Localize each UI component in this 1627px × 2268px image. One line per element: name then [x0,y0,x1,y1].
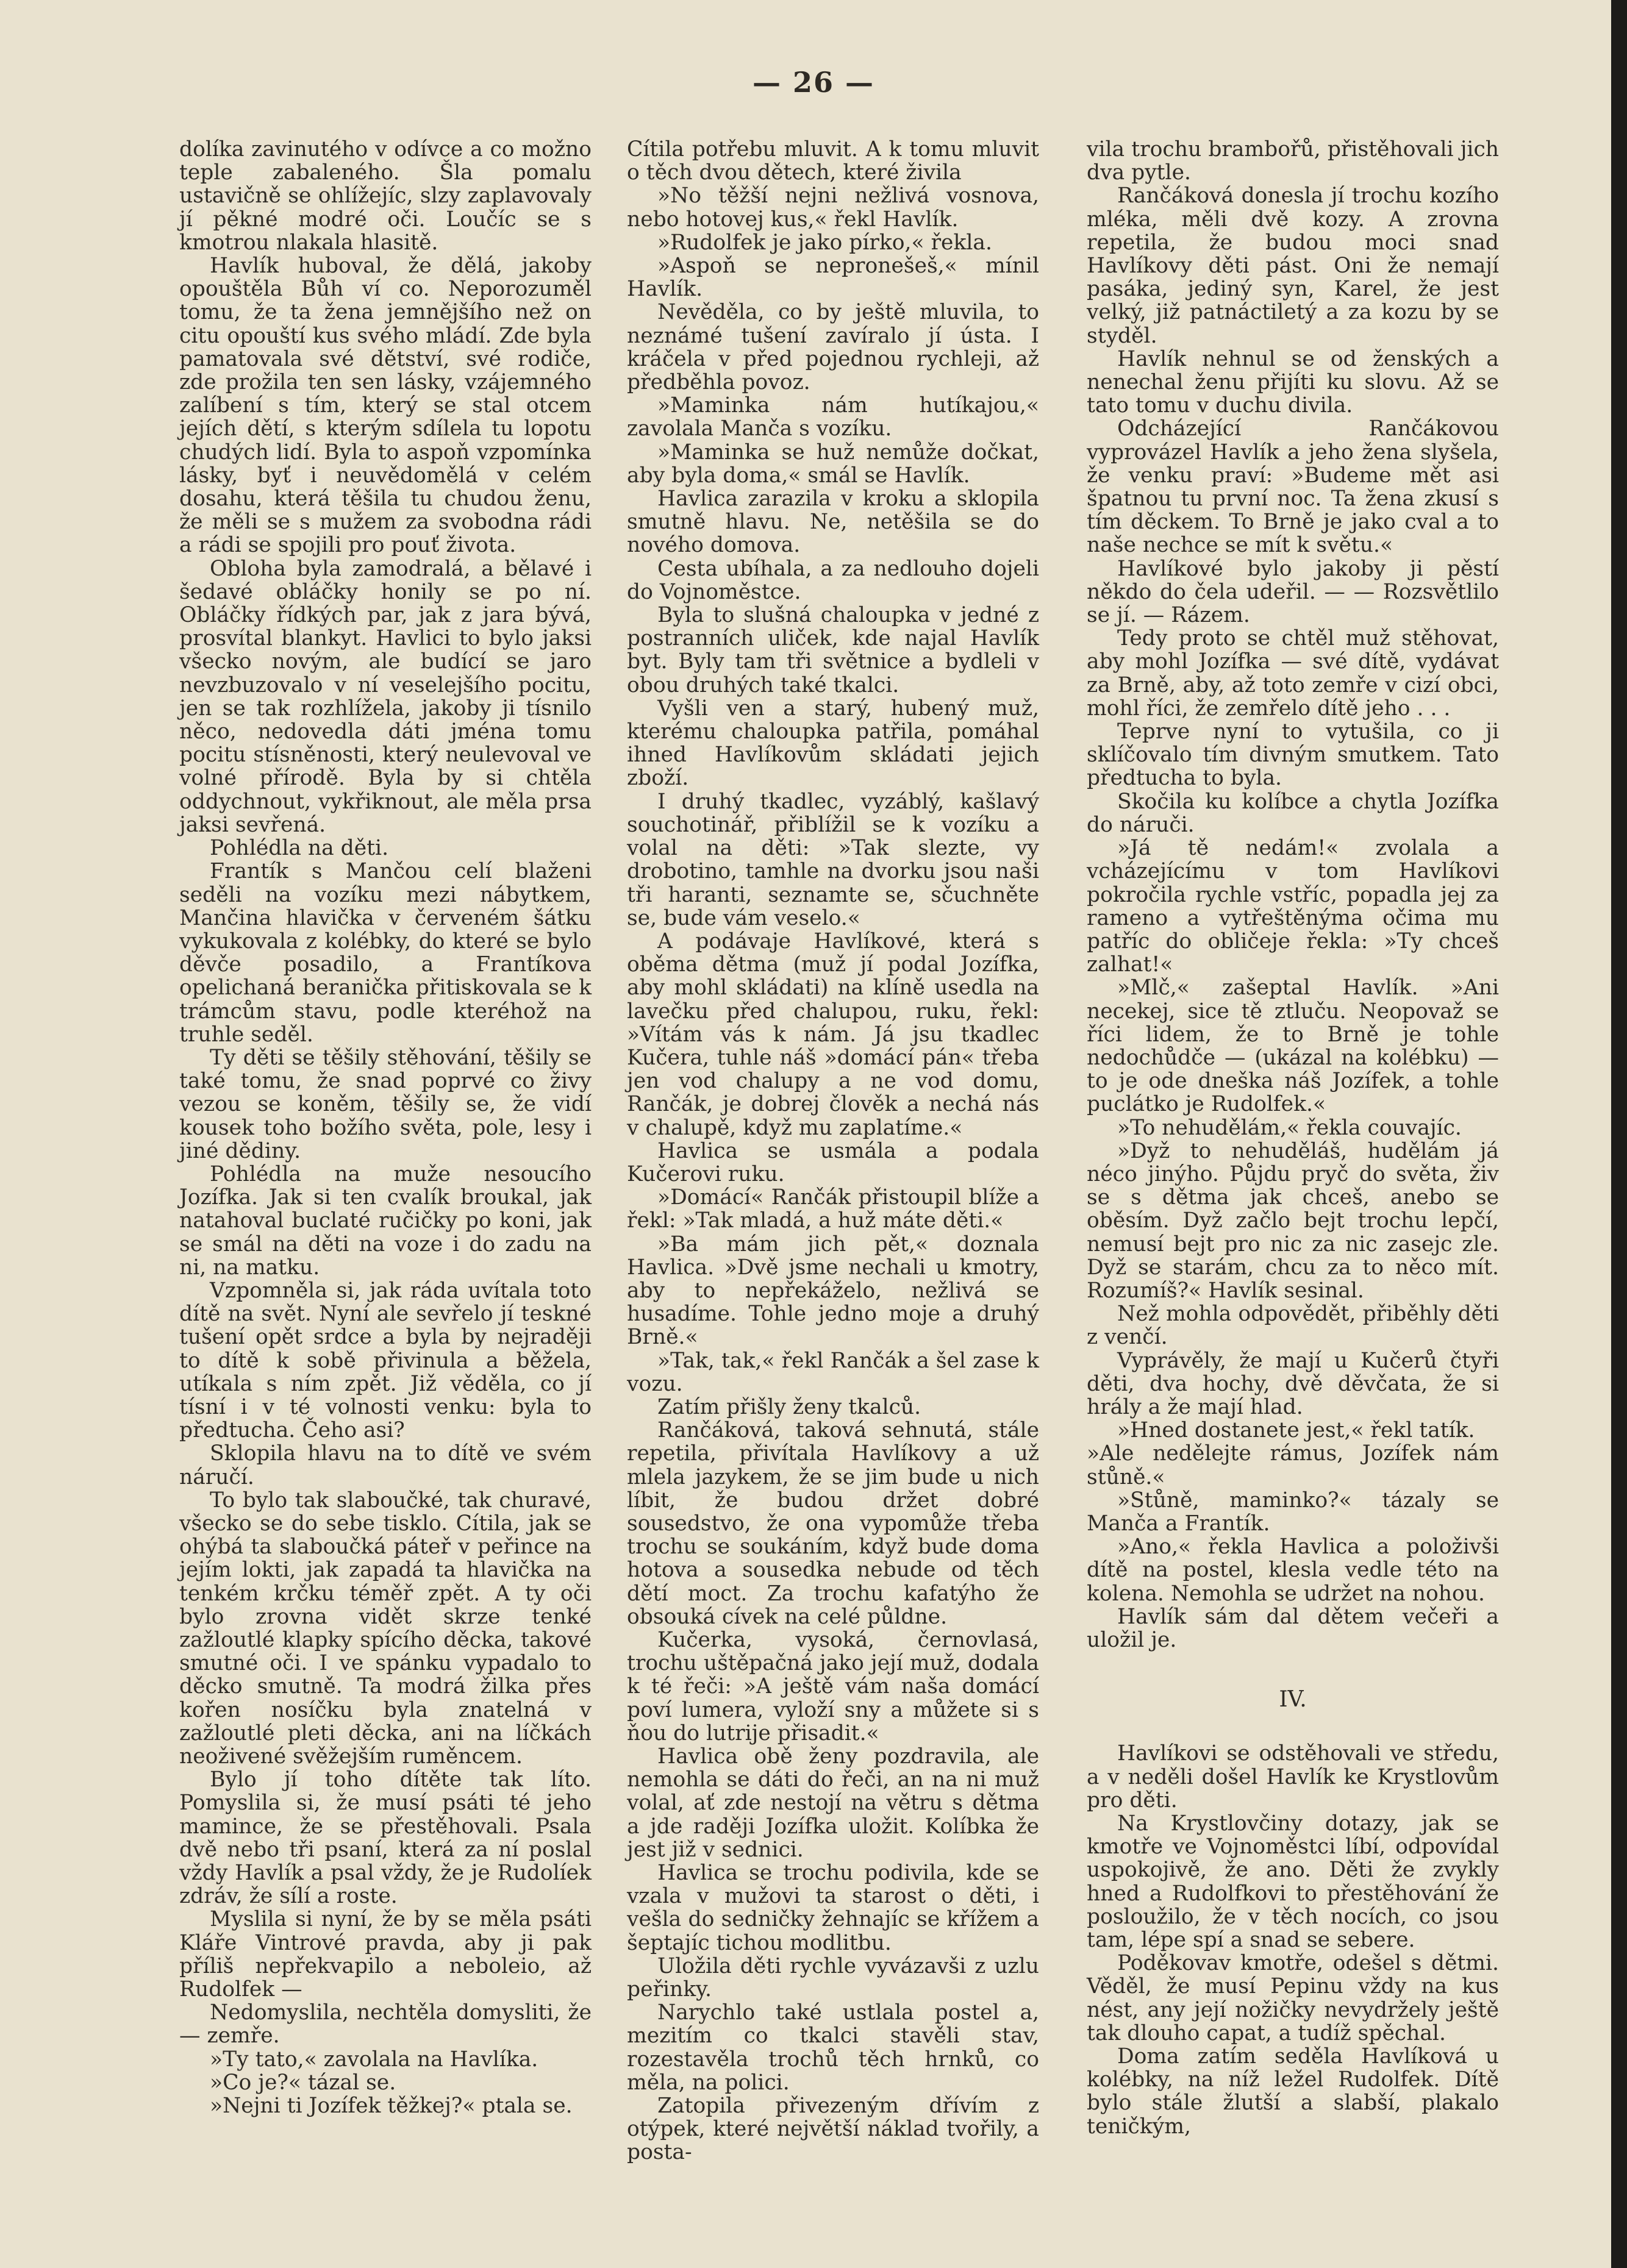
paragraph: To bylo tak slaboučké, tak churavé, všecko se do sebe tisklo. Cítila, jak se ohýbá ta slaboučká páteř v peřince na jejím lokti, jak zapadá ta hlavička na tenkém krčku téměř zpět. A ty oči bylo zrovna vidět skrze tenké zažloutlé klapky spícího děcka, takové smutné oči. I ve spánku vypadalo to děcko smutně. Ta modrá žilka přes kořen nosíčku byla znatelná v zažloutlé pleti děcka, ani na líčkách neoživené svěžejším ruměncem. [179,1488,592,1769]
paragraph: Havlíkovi se odstěhovali ve středu, a v neděli došel Havlík ke Krystlovům pro děti. [1087,1741,1499,1813]
paragraph: Odcházející Rančákovou vyprovázel Havlík a jeho žena slyšela, že venku praví: »Budeme mět asi špatnou tu první noc. Ta žena zkusí s tím děckem. To Brně je jako cval a to naše nechce se mít k světu.« [1087,416,1499,558]
paragraph: Havlica se usmála a podala Kučerovi ruku. [627,1138,1039,1186]
paragraph: Uložila děti rychle vyvázavši z uzlu peřinky. [627,1953,1039,2002]
paragraph: Zatím přišly ženy tkalců. [657,1394,921,1419]
paragraph: Havlík nehnul se od ženských a nenechal ženu přijíti ku slovu. Až se tato tomu v duchu divila. [1087,346,1499,418]
paragraph: Pohlédla na muže nesoucího Jozífka. Jak si ten cvalík broukal, jak natahoval buclaté ručičky po koni, jak se smál na děti na voze i do zadu na ni, na matku. [179,1161,592,1280]
paragraph: I druhý tkadlec, vyzáblý, kašlavý souchotinář, přiblížil se k vozíku a volal na děti: »Tak slezte, vy drobotino, tamhle na dvorku jsou naši tři haranti, seznamte se, sčuchněte se, bude vám veselo.« [627,789,1039,930]
paragraph: Havlica zarazila v kroku a sklopila smutně hlavu. Ne, netěšila se do nového domova. [627,487,1039,558]
text-column-1 [179,138,592,2117]
paragraph: »Rudolfek je jako pírko,« řekla. [657,230,992,255]
paragraph: Bylo jí toho dítěte tak líto. Pomyslila si, že musí psáti té jeho mamince, že se přestěhovali. Psala dvě nebo tři psaní, která za ní poslal vždy Havlík a psal vždy, že je Rudolíek zdráv, že sílí a roste. [179,1767,592,1909]
paragraph: »Maminka se huž nemůže dočkat, aby byla doma,« smál se Havlík. [627,440,1039,488]
paragraph: »No těžší nejni nežlivá vosnova, nebo hotovej kus,« řekl Havlík. [627,184,1039,232]
paragraph: Pohlédla na děti. [210,836,389,861]
paragraph: »Mlč,« zašeptal Havlík. »Ani necekej, sice tě ztluču. Neopovaž se říci lidem, že to Brně je tohle nedochůdče — (ukázal na kolébku) — to je ode dneška náš Jozífek, a tohle puclátko je Rudolfek.« [1087,975,1499,1117]
paragraph: A podávaje Havlíkové, která s oběma dětma (muž jí podal Jozífka, aby mohl skládati) na klíně usedla na lavečku před chalupou, ruku, řekl: »Vítám vás k nám. Já jsu tkadlec Kučera, tuhle náš »domácí pán« třeba jen vod chalupy a ne vod domu, Rančák, je dobrej člověk a nechá nás v chalupě, když mu zaplatíme.« [627,929,1039,1140]
paragraph: Frantík s Mančou celí blaženi seděli na vozíku mezi nábytkem, Mančina hlavička v červeném šátku vykukovala z kolébky, do které se bylo děvče posadilo, a Frantíkova opelichaná beranička přitiskovala se k trámcům stavu, podle kteréhož na truhle seděl. [179,859,592,1047]
paragraph: »Ty tato,« zavolala na Havlíka. [210,2047,538,2072]
paragraph: Kučerka, vysoká, černovlasá, trochu uštěpačná jako její muž, dodala k té řeči: »A ještě vám naša domácí poví lumera, vyloží sny a můžete si s ňou do lutrije přisadit.« [627,1628,1039,1746]
paragraph: Byla to slušná chaloupka v jedné z postranních uliček, kde najal Havlík byt. Byly tam tři světnice a bydleli v obou druhých také tkalci. [627,603,1039,697]
paragraph: Obloha byla zamodralá, a bělavé i šedavé obláčky honily se po ní. Obláčky řídkých par, jak z jara bývá, prosvítal blankyt. Havlici to bylo jaksi všecko novým, ale budící se jaro nevzbuzovalo v ní veselejšího pocitu, jen se tak rozhlížela, jakoby ji tísnilo něco, nedovedla dáti jména tomu pocitu stísněnosti, který neulevoval ve volné přírodě. Byla by si chtěla oddychnout, vykřiknout, ale měla prsa jaksi sevřená. [179,556,592,837]
page-edge [1611,0,1627,2268]
paragraph: »Tak, tak,« řekl Rančák a šel zase k vozu. [627,1348,1039,1396]
paragraph: »Dyž to nehuděláš, hudělám já néco jinýho. Půjdu pryč do světa, živ se s dětma jak chceš, anebo se oběsím. Dyž začlo bejt trochu lepčí, nemusí bejt pro nic za nic zasejc zle. Dyž se starám, chcu za to něco mít. Rozumíš?« Havlík sesinal. [1087,1138,1499,1303]
paragraph: Narychlo také ustlala postel a, mezitím co tkalci stavěli stav, rozestavěla trochů těch hrnků, co měla, na polici. [627,2000,1039,2095]
paragraph: Havlíkové bylo jakoby ji pěstí někdo do čela udeřil. — — Rozsvětlilo se jí. — Rázem. [1087,556,1499,628]
paragraph: »To nehudělám,« řekla couvajíc. [1117,1115,1462,1140]
paragraph: Havlica obě ženy pozdravila, ale nemohla se dáti do řeči, an na ni muž volal, ať zde nestojí na větru s dětma a jde raději Jozífka uložit. Kolíbka že jest již v sednici. [627,1744,1039,1862]
paragraph: Tedy proto se chtěl muž stěhovat, aby mohl Jozífka — své dítě, vydávat za Brně, aby, až toto zemře v cizí obci, mohl říci, že zemřelo dítě jeho . . . [1087,626,1499,721]
paragraph: »Ale nedělejte rámus, Jozífek nám stůně.« [1087,1441,1499,1489]
paragraph: Vyprávěly, že mají u Kučerů čtyři děti, dva hochy, dvě děvčata, že si hrály a že mají hlad. [1087,1348,1499,1419]
page-number: — 26 — [752,66,875,99]
paragraph: Nevěděla, co by ještě mluvila, to neznámé tušení zavíralo jí ústa. I kráčela v před pojednou rychleji, až předběhla povoz. [627,300,1039,395]
paragraph: Na Krystlovčiny dotazy, jak se kmotře ve Vojnoměstci líbí, odpovídal uspokojivě, že ano. Děti že zvykly hned a Rudolfkovi to přestěhování že posloužilo, že v těch nocích, co jsou tam, lépe spí a snad se sebere. [1087,1811,1499,1953]
paragraph: »Domácí« Rančák přistoupil blíže a řekl: »Tak mladá, a huž máte děti.« [627,1185,1039,1233]
paragraph: Zatopila přivezeným dřívím z otýpek, které největší náklad tvořily, a posta- [627,2094,1039,2165]
paragraph: »Ano,« řekla Havlica a položivši dítě na postel, klesla vedle této na kolena. Nemohla se udržet na nohou. [1087,1535,1499,1606]
paragraph: Ty děti se těšily stěhování, těšily se také tomu, že snad poprvé co živy vezou se koněm, těšily se, že vidí kousek toho božího světa, pole, lesy i jiné dědiny. [179,1045,592,1163]
chapter-heading: IV. [1279,1687,1307,1713]
paragraph: Doma zatím seděla Havlíková u kolébky, na níž ležel Rudolfek. Dítě bylo stále žlutší a slabší, plakalo teničkým, [1087,2044,1499,2139]
paragraph: Cítila potřebu mluvit. A k tomu mluvit o těch dvou dětech, které živila [627,137,1039,185]
paragraph: Rančáková, taková sehnutá, stále repetila, přivítala Havlíkovy a už mlela jazykem, že se jim bude u nich líbit, že budou držet dobré sousedstvo, že ona vypomůže třeba trochu se soukáním, když bude doma hotova a sousedka nebude od těch dětí moct. Za trochu kafatýho že obsouká cívek na celé půldne. [627,1418,1039,1629]
paragraph: »Já tě nedám!« zvolala a vcházejícímu v tom Havlíkovi pokročila rychle vstříc, popadla jej za rameno a vytřeštěnýma očima mu patříc do obličeje řekla: »Ty chceš zalhat!« [1087,836,1499,977]
paragraph: Cesta ubíhala, a za nedlouho dojeli do Vojnoměstce. [627,556,1039,604]
paragraph: Nedomyslila, nechtěla domysliti, že — zemře. [179,2000,592,2049]
paragraph: »Nejni ti Jozífek těžkej?« ptala se. [210,2094,573,2119]
paragraph: Poděkovav kmotře, odešel s dětmi. Věděl, že musí Pepinu vždy na kus nést, any její nožičky nevydržely ještě tak dlouho capat, a tudíž spěchal. [1087,1951,1499,2045]
paragraph: »Hned dostanete jest,« řekl tatík. [1117,1418,1475,1443]
paragraph: Vzpomněla si, jak ráda uvítala toto dítě na svět. Nyní ale sevřelo jí teskné tušení opět srdce a byla by nejraději to dítě k sobě přivinula a běžela, utíkala s ním zpět. Již věděla, co jí tísní i v té volnosti venku: byla to předtucha. Čeho asi? [179,1278,592,1443]
paragraph: »Aspoň se nepronešeš,« mínil Havlík. [627,254,1039,302]
paragraph: vila trochu brambořů, přistěhovali jich dva pytle. [1087,137,1499,185]
text-column-3 [1087,138,1499,2138]
text-column-2 [627,138,1039,2164]
paragraph: »Ba mám jich pět,« doznala Havlica. »Dvě jsme nechali u kmotry, aby to nepřekáželo, nežlivá se husadíme. Tohle jedno moje a druhý Brně.« [627,1232,1039,1350]
paragraph: Sklopila hlavu na to dítě ve svém náručí. [179,1441,592,1489]
paragraph: Havlica se trochu podivila, kde se vzala v mužovi ta starost o děti, i vešla do sedničky žehnajíc se křížem a šeptajíc tichou modlitbu. [627,1861,1039,1955]
paragraph: Teprve nyní to vytušila, co ji sklíčovalo tím divným smutkem. Tato předtucha to byla. [1087,719,1499,791]
paragraph: dolíka zavinutého v odívce a co možno teple zabaleného. Šla pomalu ustavičně se ohlížejíc, slzy zaplavovaly jí pěkné modré oči. Loučíc se s kmotrou nlakala hlasitě. [179,137,592,255]
paragraph: Než mohla odpovědět, přiběhly děti z venčí. [1087,1302,1499,1350]
paragraph: »Stůně, maminko?« tázaly se Manča a Frantík. [1087,1488,1499,1536]
paragraph: »Co je?« tázal se. [210,2070,396,2095]
paragraph: »Maminka nám hutíkajou,« zavolala Manča s vozíku. [627,393,1039,441]
paragraph: Myslila si nyní, že by se měla psáti Kláře Vintrové pravda, aby ji pak příliš nepřekvapilo a neboleio, až Rudolfek — [179,1907,592,2002]
paragraph: Havlík huboval, že dělá, jakoby opouštěla Bůh ví co. Neporozuměl tomu, že ta žena jemnějšího než on citu opouští kus svého mládí. Zde byla pamatovala své dětství, své rodiče, zde prožila ten sen lásky, vzájemného zalíbení s tím, který se stal otcem jejích dětí, s kterým sdílela tu lopotu chudých lidí. Byla to aspoň vzpomínka lásky, byť i neuvědomělá v celém dosahu, která těšila tu chudou ženu, že měli se s mužem za svobodna rádi a rádi se spojili pro pouť života. [179,254,592,558]
paragraph: Havlík sám dal dětem večeři a uložil je. [1087,1604,1499,1652]
paragraph: Skočila ku kolíbce a chytla Jozífka do náruči. [1087,789,1499,837]
paragraph: Vyšli ven a starý, hubený muž, kterému chaloupka patřila, pomáhal ihned Havlíkovům skládati jejich zboží. [627,696,1039,791]
paragraph: Rančáková donesla jí trochu kozího mléka, měli dvě kozy. A zrovna repetila, že budou moci snad Havlíkovy děti pást. Oni že nemají pasáka, jediný syn, Karel, že jest velký, již patnáctiletý a za kozu by se styděl. [1087,184,1499,348]
